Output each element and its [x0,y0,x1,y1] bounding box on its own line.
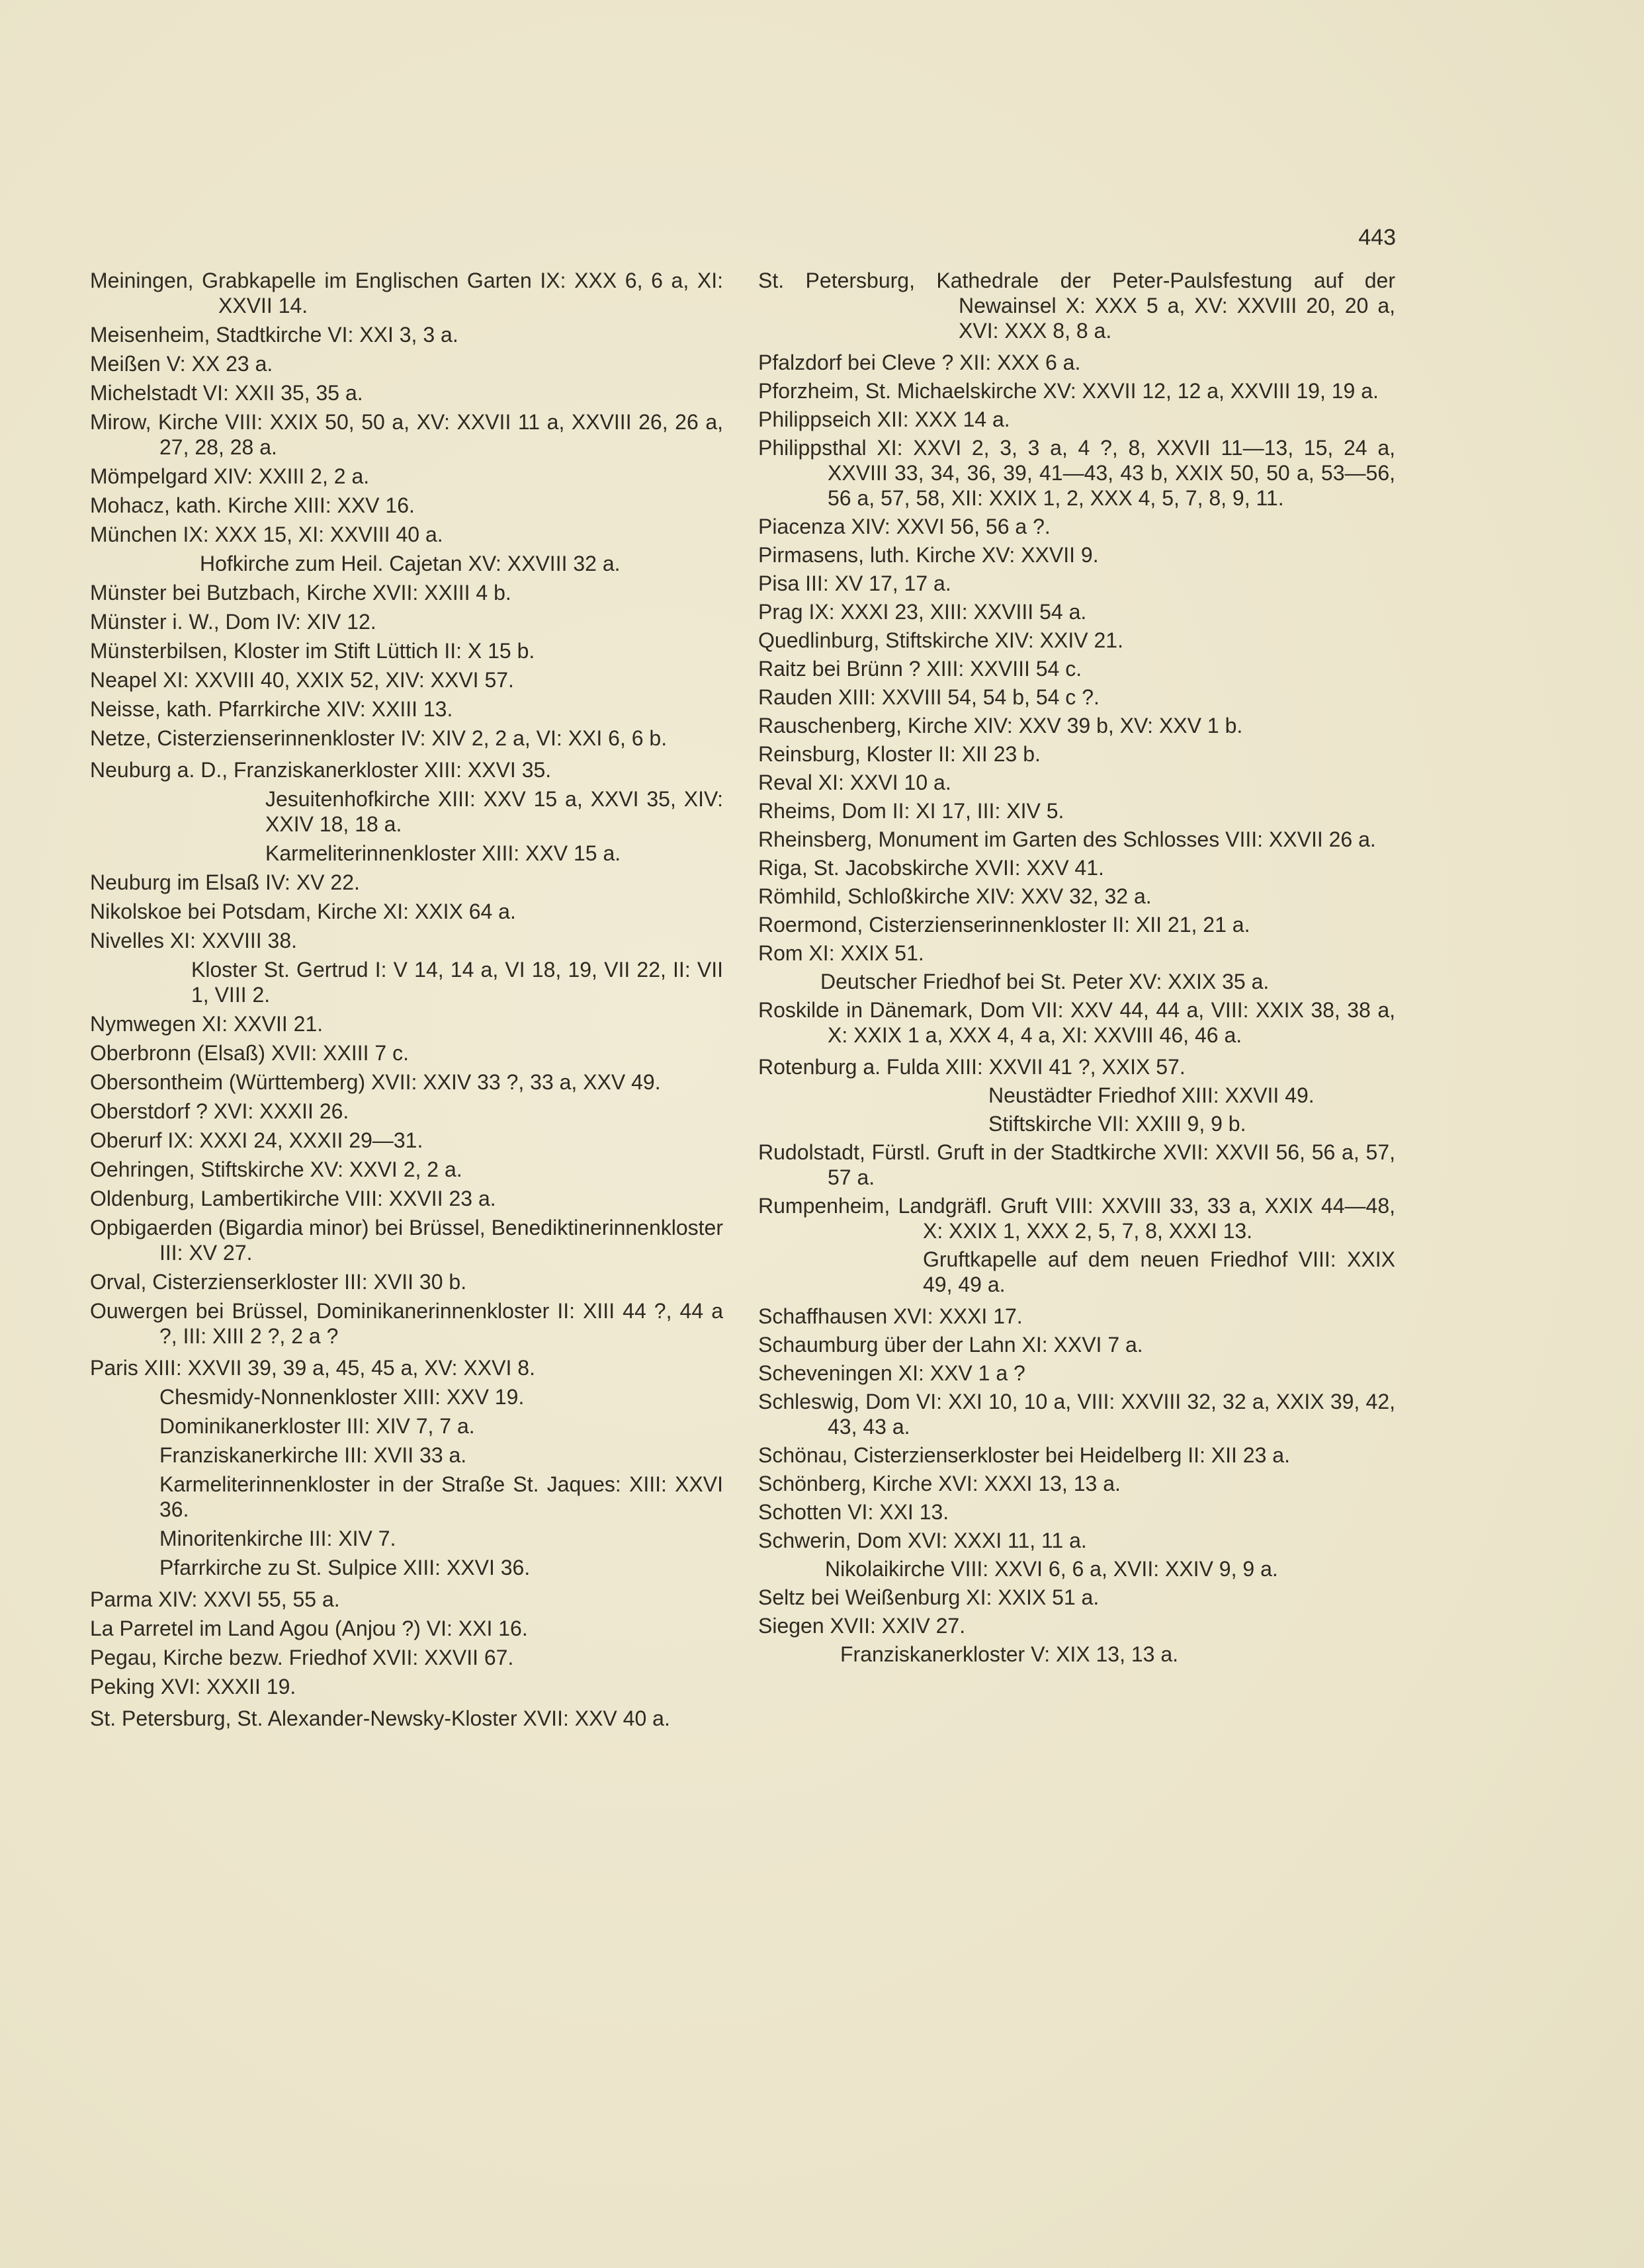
index-subentry: Dominikanerkloster III: XIV 7, 7 a. [159,1414,475,1438]
index-entry: Neuburg im Elsaß IV: XV 22. [90,870,360,894]
index-entry: Mohacz, kath. Kirche XIII: XXV 16. [90,493,415,517]
index-subentry: Deutscher Friedhof bei St. Peter XV: XXIX 35 a. [820,970,1270,993]
index-entry: Rauschenberg, Kirche XIV: XXV 39 b, XV: XXV 1 b. [758,714,1243,737]
index-entry: Rumpenheim, Landgräfl. Gruft VIII: XXVIII 33, 33 a, XXIX 44—48, X: XXIX 1, XXX 2, 5, 7, 8, XXXI 13. [758,1194,1395,1243]
index-entry: Münster i. W., Dom IV: XIV 12. [90,610,376,634]
index-entry: Schotten VI: XXI 13. [758,1500,949,1524]
index-subentry: Minoritenkirche III: XIV 7. [159,1527,396,1550]
index-subentry: Franziskanerkloster V: XIX 13, 13 a. [840,1642,1179,1666]
index-entry: Reval XI: XXVI 10 a. [758,771,951,794]
index-entry: Piacenza XIV: XXVI 56, 56 a ?. [758,515,1051,538]
index-entry: Oehringen, Stiftskirche XV: XXVI 2, 2 a. [90,1157,462,1181]
index-column-left [90,268,723,1735]
index-entry: Roskilde in Dänemark, Dom VII: XXV 44, 44 a, VIII: XXIX 38, 38 a, X: XXIX 1 a, XXX 4, 4 a, XI: XXVIII 46, 46 a. [758,998,1395,1047]
index-entry: Obersontheim (Württemberg) XVII: XXIV 33 ?, 33 a, XXV 49. [90,1070,661,1094]
index-subentry: Pfarrkirche zu St. Sulpice XIII: XXVI 36. [159,1556,531,1579]
index-entry: Riga, St. Jacobskirche XVII: XXV 41. [758,856,1104,880]
index-entry: Rheinsberg, Monument im Garten des Schlosses VIII: XXVII 26 a. [758,827,1376,851]
index-entry: Pfalzdorf bei Cleve ? XII: XXX 6 a. [758,351,1081,374]
index-entry: Meisenheim, Stadtkirche VI: XXI 3, 3 a. [90,323,458,347]
index-subentry: Nikolaikirche VIII: XXVI 6, 6 a, XVII: XXIV 9, 9 a. [825,1557,1278,1581]
page-number: 443 [1358,225,1396,250]
index-entry: Raitz bei Brünn ? XIII: XXVIII 54 c. [758,657,1082,681]
index-subentry: Karmeliterinnenkloster in der Straße St. Jaques: XIII: XXVI 36. [159,1472,723,1521]
index-entry: Schaffhausen XVI: XXXI 17. [758,1304,1023,1328]
index-subentry: Gruftkapelle auf dem neuen Friedhof VIII: XXIX 49, 49 a. [923,1247,1395,1296]
index-entry: Rheims, Dom II: XI 17, III: XIV 5. [758,799,1064,823]
index-entry: Opbigaerden (Bigardia minor) bei Brüssel, Benediktinerinnenkloster III: XV 27. [90,1216,723,1265]
index-subentry: Hofkirche zum Heil. Cajetan XV: XXVIII 32 a. [200,552,621,575]
index-entry: Prag IX: XXXI 23, XIII: XXVIII 54 a. [758,600,1087,624]
index-entry: Pirmasens, luth. Kirche XV: XXVII 9. [758,543,1099,567]
index-entry: Nikolskoe bei Potsdam, Kirche XI: XXIX 64 a. [90,900,516,923]
index-entry: Oberbronn (Elsaß) XVII: XXIII 7 c. [90,1041,409,1065]
index-column-right [758,268,1395,1670]
index-entry: Schwerin, Dom XVI: XXXI 11, 11 a. [758,1529,1087,1552]
index-entry: Neuburg a. D., Franziskanerkloster XIII: XXVI 35. [90,758,552,782]
index-entry: Oberurf IX: XXXI 24, XXXII 29—31. [90,1128,423,1152]
index-entry: Mömpelgard XIV: XXIII 2, 2 a. [90,464,370,488]
index-entry: Siegen XVII: XXIV 27. [758,1614,966,1638]
index-entry: Seltz bei Weißenburg XI: XXIX 51 a. [758,1585,1100,1609]
index-entry: Quedlinburg, Stiftskirche XIV: XXIV 21. [758,628,1123,652]
index-entry: Michelstadt VI: XXII 35, 35 a. [90,381,363,405]
index-entry: Nymwegen XI: XXVII 21. [90,1012,324,1036]
index-entry: Rotenburg a. Fulda XIII: XXVII 41 ?, XXIX 57. [758,1055,1186,1079]
index-entry: Meißen V: XX 23 a. [90,352,273,376]
index-entry: Neisse, kath. Pfarrkirche XIV: XXIII 13. [90,697,453,721]
index-entry: Römhild, Schloßkirche XIV: XXV 32, 32 a. [758,884,1152,908]
index-entry: Nivelles XI: XXVIII 38. [90,929,298,952]
index-entry: Roermond, Cisterzienserinnenkloster II: XII 21, 21 a. [758,913,1250,937]
index-entry: Schaumburg über der Lahn XI: XXVI 7 a. [758,1333,1143,1357]
index-entry: Peking XVI: XXXII 19. [90,1675,296,1699]
index-entry: Philippseich XII: XXX 14 a. [758,407,1010,431]
index-entry: Schönberg, Kirche XVI: XXXI 13, 13 a. [758,1472,1121,1495]
index-entry: Ouwergen bei Brüssel, Dominikanerinnenkloster II: XIII 44 ?, 44 a ?, III: XIII 2 ?, 2 a ? [90,1299,723,1348]
index-entry: Reinsburg, Kloster II: XII 23 b. [758,742,1041,766]
index-entry: Netze, Cisterzienserinnenkloster IV: XIV 2, 2 a, VI: XXI 6, 6 b. [90,726,668,750]
index-entry: Mirow, Kirche VIII: XXIX 50, 50 a, XV: XXVII 11 a, XXVIII 26, 26 a, 27, 28, 28 a. [90,410,723,459]
index-entry: La Parretel im Land Agou (Anjou ?) VI: XXI 16. [90,1617,528,1640]
index-entry: Oldenburg, Lambertikirche VIII: XXVII 23 a. [90,1187,496,1210]
index-entry: Münsterbilsen, Kloster im Stift Lüttich II: X 15 b. [90,639,535,663]
index-entry: Neapel XI: XXVIII 40, XXIX 52, XIV: XXVI 57. [90,668,514,692]
index-entry: München IX: XXX 15, XI: XXVIII 40 a. [90,523,443,546]
index-subentry: Neustädter Friedhof XIII: XXVII 49. [988,1083,1315,1107]
index-entry: Pisa III: XV 17, 17 a. [758,571,951,595]
index-subentry: Franziskanerkirche III: XVII 33 a. [159,1443,467,1467]
index-subentry: Kloster St. Gertrud I: V 14, 14 a, VI 18, 19, VII 22, II: VII 1, VIII 2. [191,958,723,1007]
index-entry: Rauden XIII: XXVIII 54, 54 b, 54 c ?. [758,685,1100,709]
index-entry: Münster bei Butzbach, Kirche XVII: XXIII 4 b. [90,581,511,605]
index-subentry: Karmeliterinnenkloster XIII: XXV 15 a. [265,841,621,865]
index-entry: Schleswig, Dom VI: XXI 10, 10 a, VIII: XXVIII 32, 32 a, XXIX 39, 42, 43, 43 a. [758,1390,1395,1439]
index-entry: Scheveningen XI: XXV 1 a ? [758,1361,1025,1385]
index-entry: Rom XI: XXIX 51. [758,941,924,965]
index-subentry: Chesmidy-Nonnenkloster XIII: XXV 19. [159,1385,525,1409]
index-subentry: Stiftskirche VII: XXIII 9, 9 b. [988,1112,1246,1136]
index-entry: Orval, Cisterzienserkloster III: XVII 30 b. [90,1270,467,1294]
index-entry: Paris XIII: XXVII 39, 39 a, 45, 45 a, XV: XXVI 8. [90,1356,535,1380]
index-entry: Pforzheim, St. Michaelskirche XV: XXVII 12, 12 a, XXVIII 19, 19 a. [758,379,1379,403]
index-entry: Meiningen, Grabkapelle im Englischen Garten IX: XXX 6, 6 a, XI: XXVII 14. [90,269,723,317]
index-entry: St. Petersburg, St. Alexander-Newsky-Kloster XVII: XXV 40 a. [90,1706,670,1730]
index-entry: St. Petersburg, Kathedrale der Peter-Paulsfestung auf der Newainsel X: XXX 5 a, XV: XXVIII 20, 20 a, XVI: XXX 8, 8 a. [758,269,1395,343]
index-entry: Philippsthal XI: XXVI 2, 3, 3 a, 4 ?, 8, XXVII 11—13, 15, 24 a, XXVIII 33, 34, 36, 39, 41—43, 43 b, XXIX 50, 50 a, 53—56, 56 a, 57, 58, XII: XXIX 1, 2, XXX 4, 5, 7, 8, 9, 11. [758,436,1395,510]
index-entry: Schönau, Cisterzienserkloster bei Heidelberg II: XII 23 a. [758,1443,1290,1467]
index-entry: Parma XIV: XXVI 55, 55 a. [90,1587,340,1611]
index-entry: Oberstdorf ? XVI: XXXII 26. [90,1099,349,1123]
index-entry: Pegau, Kirche bezw. Friedhof XVII: XXVII 67. [90,1646,514,1669]
index-subentry: Jesuitenhofkirche XIII: XXV 15 a, XXVI 35, XIV: XXIV 18, 18 a. [265,787,723,836]
index-entry: Rudolstadt, Fürstl. Gruft in der Stadtkirche XVII: XXVII 56, 56 a, 57, 57 a. [758,1140,1395,1189]
